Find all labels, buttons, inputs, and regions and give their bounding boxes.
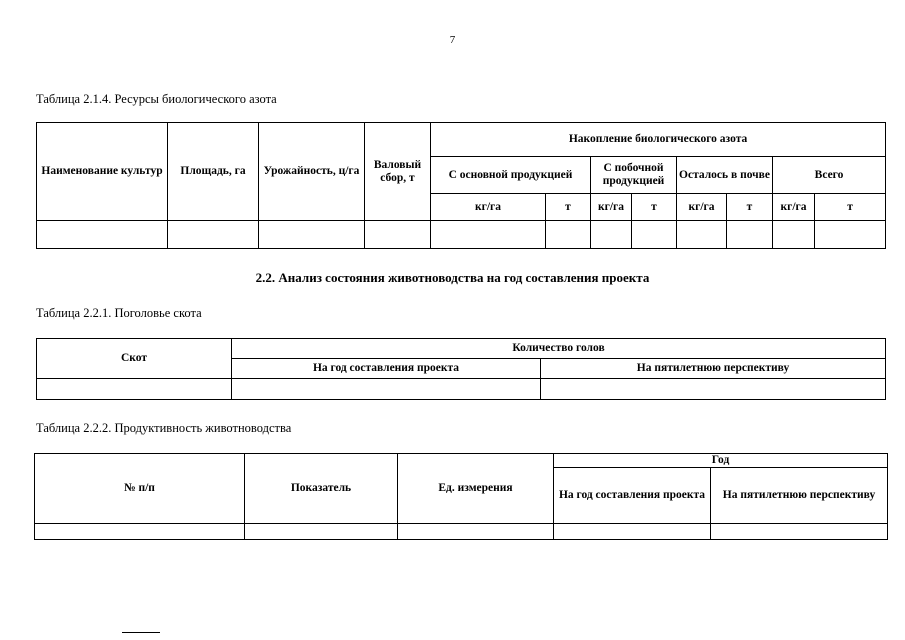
unit-kgha: кг/га <box>591 194 632 221</box>
header-nitrogen-accumulation: Накопление биологического азота <box>431 123 886 157</box>
unit-kgha: кг/га <box>677 194 727 221</box>
table-row <box>35 524 888 540</box>
empty-cell <box>727 221 773 249</box>
header-area: Площадь, га <box>168 123 259 221</box>
empty-cell <box>677 221 727 249</box>
table-row <box>37 379 886 400</box>
empty-cell <box>37 379 232 400</box>
empty-cell <box>365 221 431 249</box>
empty-cell <box>554 524 711 540</box>
header-yield: Урожайность, ц/га <box>259 123 365 221</box>
table-221-caption: Таблица 2.2.1. Поголовье скота <box>36 306 202 320</box>
header-five-year-outlook: На пятилетнюю перспективу <box>711 468 888 524</box>
empty-cell <box>632 221 677 249</box>
empty-cell <box>398 524 554 540</box>
header-crop-name: Наименование культур <box>37 123 168 221</box>
empty-cell <box>259 221 365 249</box>
unit-t: т <box>815 194 886 221</box>
empty-cell <box>431 221 546 249</box>
empty-cell <box>37 221 168 249</box>
empty-cell <box>168 221 259 249</box>
table-221 <box>36 338 886 400</box>
empty-cell <box>232 379 541 400</box>
unit-kgha: кг/га <box>773 194 815 221</box>
section-heading: 2.2. Анализ состояния животноводства на год составления проекта <box>255 270 650 285</box>
header-indicator: Показатель <box>245 454 398 524</box>
header-byproduct: С побочной продукцией <box>591 157 677 194</box>
empty-cell <box>815 221 886 249</box>
empty-cell <box>773 221 815 249</box>
header-unit: Ед. измерения <box>398 454 554 524</box>
header-main-product: С основной продукцией <box>431 157 591 194</box>
table-222-caption: Таблица 2.2.2. Продуктивность животноводства <box>36 421 292 435</box>
table-214 <box>36 122 886 249</box>
header-current-year: На год составления проекта <box>232 359 541 379</box>
empty-cell <box>591 221 632 249</box>
table-214-caption: Таблица 2.1.4. Ресурсы биологического азота <box>36 92 277 106</box>
page-number: 7 <box>449 34 456 46</box>
empty-cell <box>35 524 245 540</box>
empty-cell <box>541 379 886 400</box>
empty-cell <box>711 524 888 540</box>
empty-cell <box>245 524 398 540</box>
header-current-year: На год составления проекта <box>554 468 711 524</box>
unit-t: т <box>546 194 591 221</box>
header-total: Всего <box>773 157 886 194</box>
unit-t: т <box>727 194 773 221</box>
table-222 <box>34 453 888 540</box>
header-livestock: Скот <box>37 339 232 379</box>
table-row <box>37 221 886 249</box>
unit-kgha: кг/га <box>431 194 546 221</box>
header-head-count: Количество голов <box>232 339 886 359</box>
header-five-year-outlook: На пятилетнюю перспективу <box>541 359 886 379</box>
header-gross-harvest: Валовый сбор, т <box>365 123 431 221</box>
header-row-number: № п/п <box>35 454 245 524</box>
header-year: Год <box>554 454 888 468</box>
unit-t: т <box>632 194 677 221</box>
header-left-in-soil: Осталось в почве <box>677 157 773 194</box>
footnote-separator <box>122 632 160 633</box>
empty-cell <box>546 221 591 249</box>
